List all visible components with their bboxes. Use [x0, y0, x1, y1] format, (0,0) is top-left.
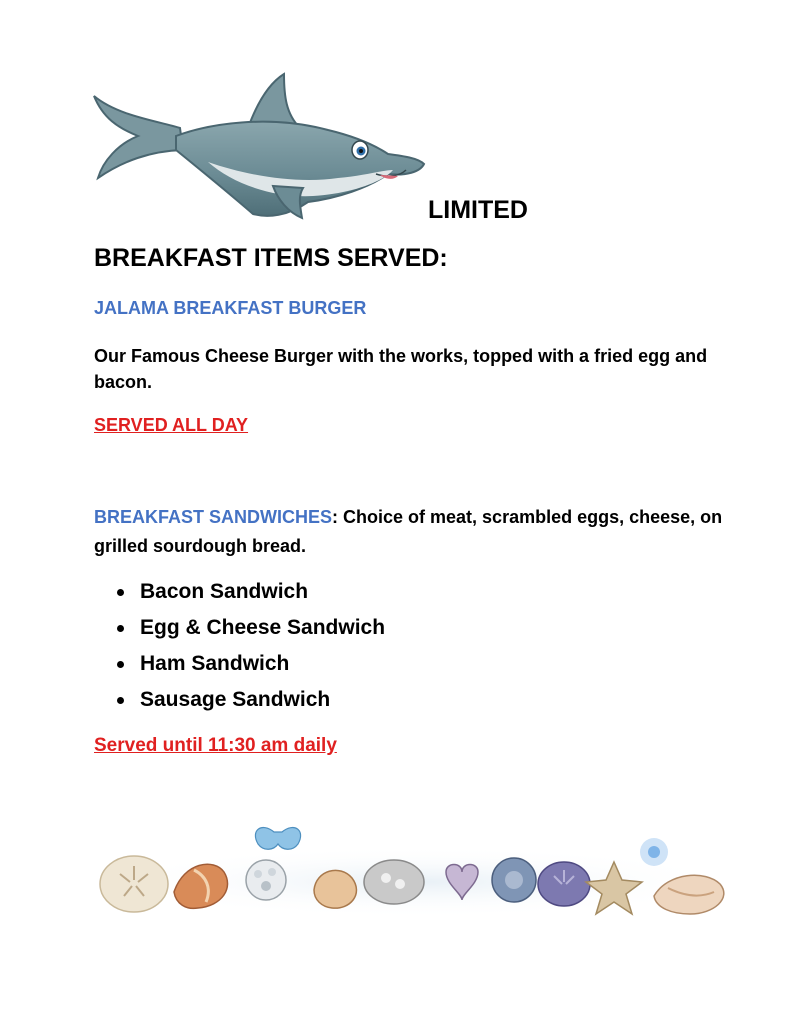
- seashells-border-icon: [94, 822, 744, 922]
- list-item: Sausage Sandwich: [140, 685, 385, 721]
- sandwiches-intro: [94, 503, 734, 561]
- burger-title: JALAMA BREAKFAST BURGER: [94, 298, 367, 318]
- sandwiches-description: Choice of meat, scrambled eggs, cheese, on grilled sourdough bread.: [94, 507, 723, 556]
- burger-availability: SERVED ALL DAY: [94, 415, 249, 435]
- list-item: Bacon Sandwich: [140, 577, 385, 613]
- sandwiches-colon: :: [332, 507, 339, 527]
- sandwiches-availability: Served until 11:30 am daily: [94, 735, 337, 756]
- burger-description: Our Famous Cheese Burger with the works, topped with a fried egg and bacon.: [94, 346, 708, 392]
- page-title: BREAKFAST ITEMS SERVED:: [94, 244, 448, 272]
- dolphin-icon: [88, 66, 428, 226]
- sandwich-list: [140, 577, 385, 721]
- list-item: Egg & Cheese Sandwich: [140, 613, 385, 649]
- list-item: Ham Sandwich: [140, 649, 385, 685]
- limited-heading: LIMITED: [428, 196, 528, 224]
- sandwiches-title: BREAKFAST SANDWICHES: [94, 507, 333, 527]
